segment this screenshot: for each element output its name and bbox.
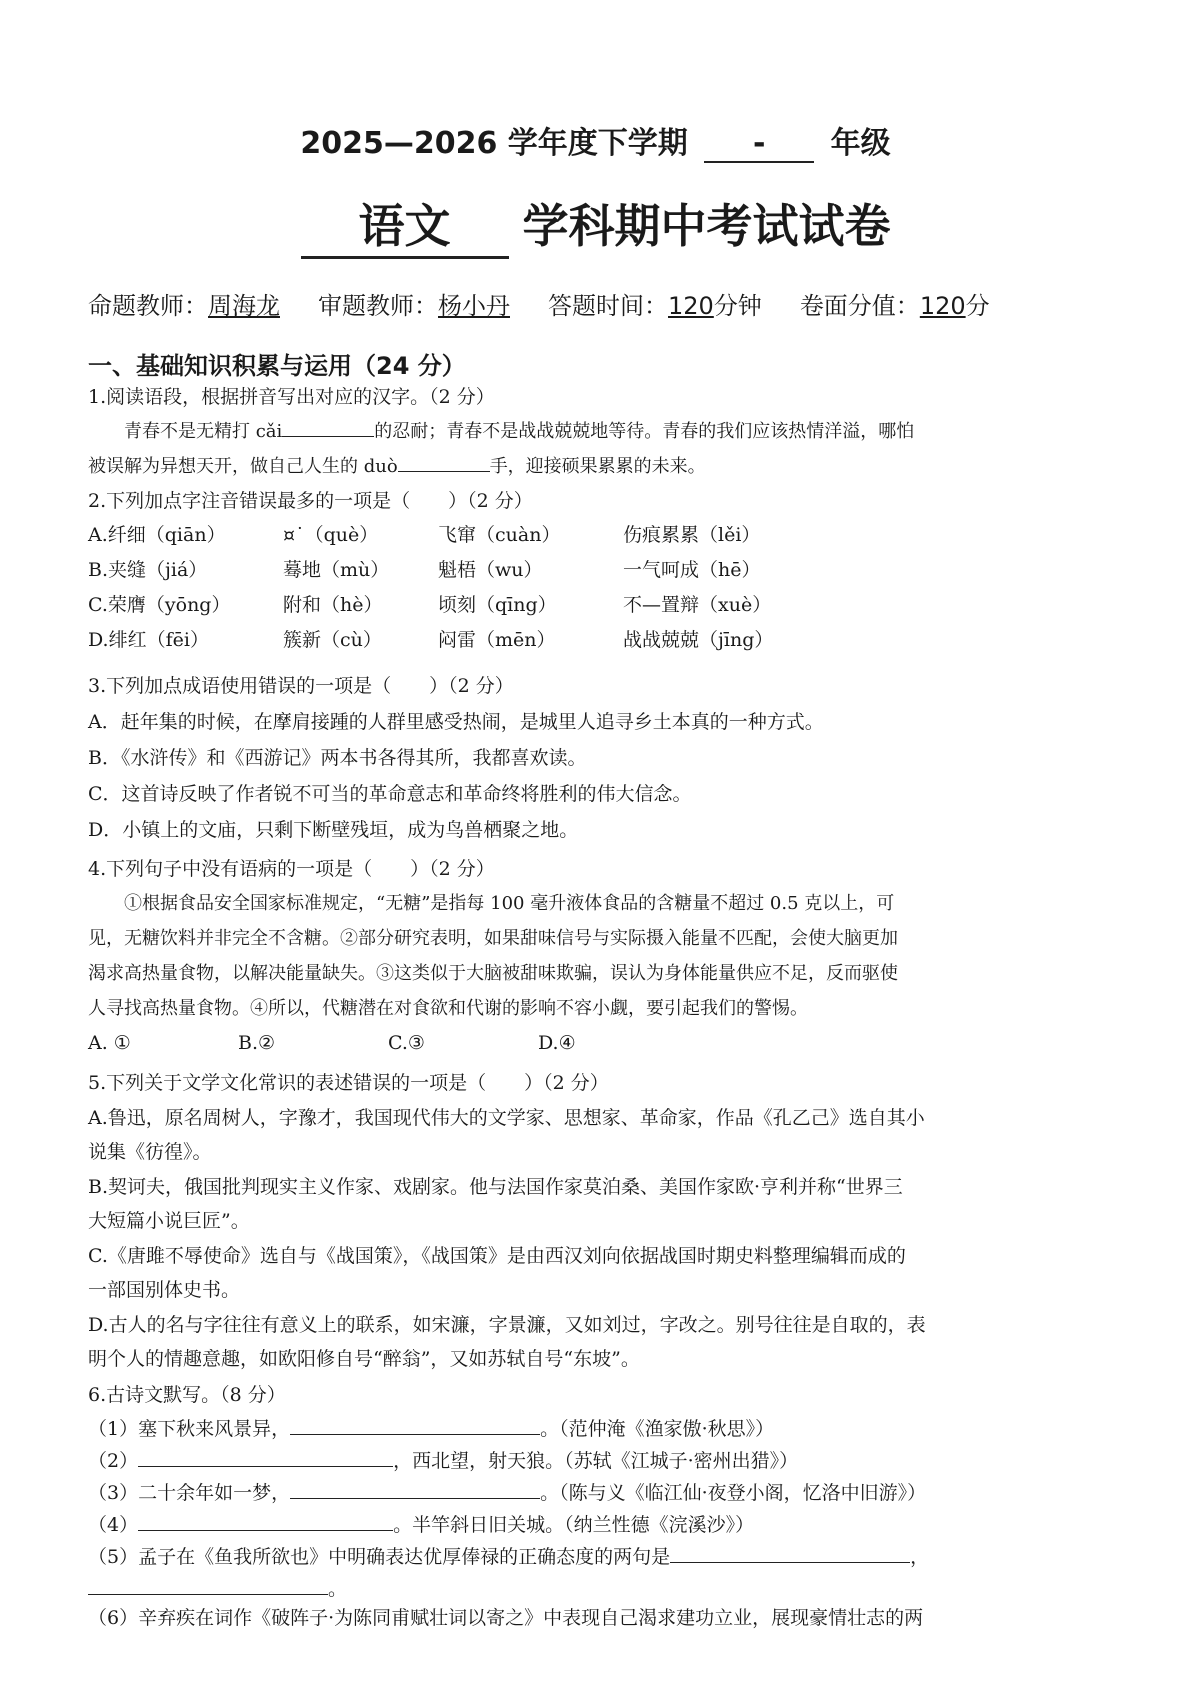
question-5 (88, 1066, 1118, 1377)
question-4 (88, 852, 1118, 1060)
option-cell: B.夹缝（jiá） (88, 559, 208, 581)
exam-meta (88, 286, 1118, 321)
option-d: D.古人的名与字往往有意义上的联系，如宋濂，字景濂，又如刘过，字改之。别号往往是自取的，表 (88, 1313, 926, 1336)
option-cell: 蓦地（mù） (283, 559, 390, 581)
option-cell: D.绯红（fēi） (88, 629, 209, 651)
question-stem: 1.阅读语段，根据拼音写出对应的汉字。（2 分） (88, 386, 495, 408)
option-b: B.契诃夫，俄国批判现实主义作家、戏剧家。他与法国作家莫泊桑、美国作家欧·亨利并称“世界三 (88, 1175, 903, 1198)
author-name: 周海龙 (208, 292, 280, 320)
answer-blank (88, 1572, 328, 1595)
grade-blank: - (704, 126, 814, 163)
option-cell: 飞窜（cuàn） (438, 524, 561, 546)
question-stem: 2.下列加点字注音错误最多的一项是（ ）（2 分） (88, 490, 533, 512)
option-c: C．这首诗反映了作者锐不可当的革命意志和革命终将胜利的伟大信念。 (88, 783, 692, 805)
option-cell: 魁梧（wu） (438, 559, 543, 581)
option-cell: ¤˙（què） (283, 524, 379, 546)
option-a: A．赶年集的时候，在摩肩接踵的人群里感受热闹，是城里人追寻乡土本真的一种方式。 (88, 711, 824, 733)
recite-item-4: （4） 。半竿斜日旧关城。（纳兰性德《浣溪沙》） (88, 1508, 1118, 1540)
reviewer-field: 审题教师：杨小丹 (318, 292, 510, 320)
option-cell: C.荣膺（yōng） (88, 594, 231, 616)
choice-c: C.③ (388, 1032, 425, 1054)
reviewer-name: 杨小丹 (438, 292, 510, 320)
answer-blank (398, 449, 490, 472)
passage-line: 见，无糖饮料并非完全不含糖。②部分研究表明，如果甜味信号与实际摄入能量不匹配，会使大脑更加 (88, 928, 898, 949)
option-cell: 顷刻（qīng） (438, 594, 557, 616)
recite-item-2: （2） ，西北望，射天狼。（苏轼《江城子·密州出猎》） (88, 1444, 1118, 1476)
option-c: C.《唐雎不辱使命》选自与《战国策》，《战国策》是由西汉刘向依据战国时期史料整理编辑而成的 (88, 1244, 906, 1267)
question-2 (88, 484, 1118, 658)
option-b-cont: 大短篇小说巨匠”。 (88, 1210, 250, 1232)
choice-b: B.② (238, 1032, 276, 1054)
passage-line: ①根据食品安全国家标准规定，“无糖”是指每 100 毫升液体食品的含糖量不超过 0.5 克以上，可 (124, 893, 895, 914)
option-a: A.鲁迅，原名周树人，字豫才，我国现代伟大的文学家、思想家、革命家，作品《孔乙己》选自其小 (88, 1106, 925, 1129)
option-a-cont: 说集《彷徨》。 (88, 1141, 212, 1163)
exam-title (0, 190, 1191, 259)
option-cell: 附和（hè） (283, 594, 383, 616)
question-3 (88, 668, 1118, 848)
question-stem: 6.古诗文默写。（8 分） (88, 1384, 286, 1406)
score-value: 120 (919, 292, 966, 320)
recite-item-5-cont: 。 (88, 1572, 1118, 1604)
passage-line: 人寻找高热量食物。④所以，代糖潜在对食欲和代谢的影响不容小觑，要引起我们的警惕。 (88, 998, 808, 1019)
option-d: D．小镇上的文庙，只剩下断壁残垣，成为鸟兽栖聚之地。 (88, 819, 579, 841)
question-stem: 5.下列关于文学文化常识的表述错误的一项是（ ）（2 分） (88, 1072, 609, 1094)
question-stem: 4.下列句子中没有语病的一项是（ ）（2 分） (88, 858, 495, 880)
recite-item-1: （1）塞下秋来风景异， 。（范仲淹《渔家傲·秋思》） (88, 1412, 1118, 1444)
school-year: 2025—2026 学年度下学期 (300, 126, 688, 161)
grade-suffix: 年级 (830, 126, 891, 161)
choice-a: A. ① (88, 1032, 131, 1054)
question-6 (88, 1378, 1118, 1633)
recite-item-3: （3）二十余年如一梦， 。（陈与义《临江仙·夜登小阁，忆洛中旧游》） (88, 1476, 1118, 1508)
answer-blank (138, 1508, 393, 1531)
passage-line: 渴求高热量食物，以解决能量缺失。③这类似于大脑被甜味欺骗，误认为身体能量供应不足，反而驱使 (88, 963, 898, 984)
question-1 (88, 380, 1118, 484)
question-stem: 3.下列加点成语使用错误的一项是（ ）（2 分） (88, 675, 514, 697)
answer-blank (138, 1444, 393, 1467)
time-value: 120 (668, 292, 714, 320)
option-c-cont: 一部国别体史书。 (88, 1279, 241, 1301)
exam-title-text: 学科期中考试试卷 (522, 199, 891, 253)
choice-row (88, 1026, 1118, 1060)
answer-blank (670, 1540, 910, 1563)
option-cell: 一气呵成（hē） (623, 559, 761, 581)
option-b: B．《水浒传》和《西游记》两本书各得其所，我都喜欢读。 (88, 747, 587, 769)
score-field: 卷面分值：120分 (799, 292, 990, 320)
option-cell: 伤痕累累（lěi） (623, 524, 761, 546)
option-cell: 闷雷（mēn） (438, 629, 556, 651)
section-title: 一、基础知识积累与运用（24 分） (88, 352, 466, 380)
option-d-cont: 明个人的情趣意趣，如欧阳修自号“醉翁”，又如苏轼自号“东坡”。 (88, 1348, 640, 1370)
time-field: 答题时间：120分钟 (548, 292, 762, 320)
answer-blank (290, 1412, 540, 1435)
answer-blank (290, 1476, 540, 1499)
exam-header-line (0, 118, 1191, 163)
subject-name: 语文 (301, 190, 509, 259)
author-field: 命题教师：周海龙 (88, 292, 280, 320)
option-cell: A.纤细（qiān） (88, 524, 226, 546)
option-grid (88, 518, 1118, 658)
recite-item-6: （6）辛弃疾在词作《破阵子·为陈同甫赋壮词以寄之》中表现自己渴求建功立业，展现豪情壮志的两 (88, 1607, 924, 1629)
answer-blank (282, 414, 374, 437)
option-cell: 簇新（cù） (283, 629, 382, 651)
recite-item-5: （5）孟子在《鱼我所欲也》中明确表达优厚俸禄的正确态度的两句是 ， (88, 1540, 1118, 1572)
question-passage-cont: 被误解为异想天开，做自己人生的 duò 手，迎接硕果累累的未来。 (88, 449, 1118, 484)
option-cell: 战战兢兢（jīng） (623, 629, 774, 651)
choice-d: D.④ (538, 1032, 576, 1054)
option-cell: 不—置辩（xuè） (623, 594, 772, 616)
question-passage: 青春不是无精打 cǎi 的忍耐；青春不是战战兢兢地等待。青春的我们应该热情洋溢，哪怕 (88, 414, 1118, 449)
